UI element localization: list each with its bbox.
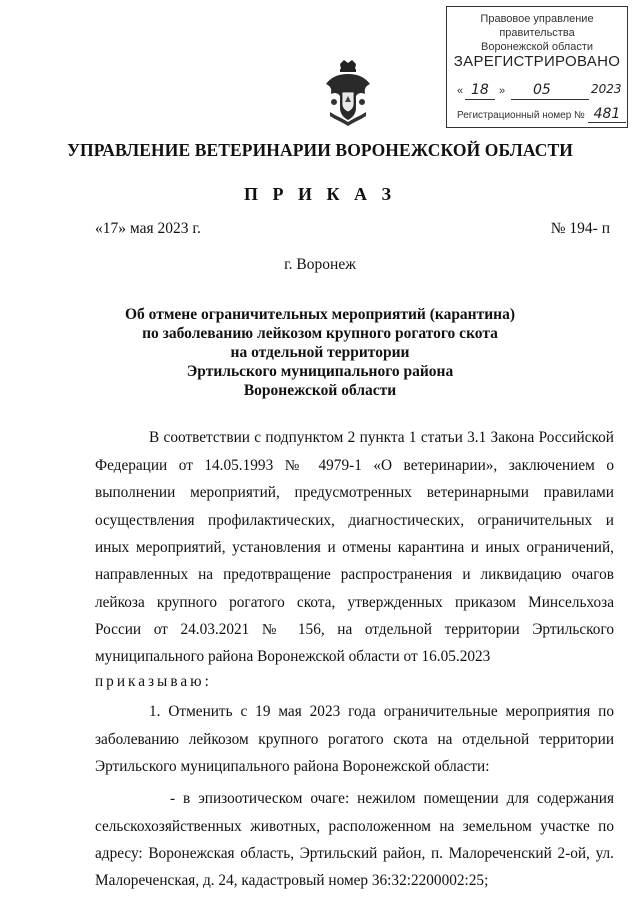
- stamp-date: « 18 » 05 2023: [457, 82, 622, 98]
- subject-line: Эртильского муниципального района: [186, 363, 454, 380]
- registration-stamp: [446, 6, 628, 128]
- preamble-line: направленных на предотвращение распространения и ликвидацию очагов: [95, 566, 614, 583]
- order-subject: [0, 305, 640, 400]
- preamble-line: иных мероприятий, установления и отмены карантина и иных ограничений,: [95, 539, 614, 556]
- stamp-month: 05: [533, 82, 551, 98]
- subitem-line: адресу: Воронежская область, Эртильский район, п. Малореченский 2-ой, ул.: [95, 845, 614, 862]
- item-line: Эртильского муниципального района Воронежской области:: [95, 758, 490, 775]
- preamble-line: В соответствии с подпунктом 2 пункта 1 статьи 3.1 Закона Российской: [149, 429, 614, 446]
- preamble-line: муниципального района Воронежской области от 16.05.2023: [95, 648, 491, 665]
- preamble-line: России от 24.03.2021 № 156, на отдельной территории Эртильского: [95, 621, 614, 638]
- subject-line: Воронежской области: [243, 382, 397, 399]
- stamp-regnum-label: Регистрационный номер №: [457, 110, 585, 121]
- stamp-org-line2: Воронежской области: [480, 41, 593, 53]
- stamp-year: 2023: [591, 82, 622, 96]
- subject-line: на отдельной территории: [230, 344, 410, 361]
- preamble-line: лейкоза крупного рогатого скота, утвержденных приказом Минсельхоза: [95, 594, 614, 611]
- preamble-line: Федерации от 14.05.1993 № 4979-1 «О ветеринарии», заключением о: [95, 457, 614, 474]
- order-word: приказываю:: [95, 673, 212, 690]
- organization-title: УПРАВЛЕНИЕ ВЕТЕРИНАРИИ ВОРОНЕЖСКОЙ ОБЛАСТИ: [67, 140, 573, 160]
- stamp-day: 18: [471, 82, 489, 98]
- city: г. Воронеж: [284, 256, 356, 273]
- subject-line: Об отмене ограничительных мероприятий (карантина): [124, 306, 516, 323]
- item-line: 1. Отменить с 19 мая 2023 года ограничительные мероприятия по: [149, 703, 614, 720]
- stamp-org-line1: Правовое управление правительства: [480, 13, 594, 39]
- stamp-registered-label: ЗАРЕГИСТРИРОВАНО: [453, 53, 621, 70]
- subject-line: по заболеванию лейкозом крупного рогатого скота: [142, 325, 498, 342]
- stamp-organization: [447, 12, 627, 54]
- stamp-regnum-value: 481: [588, 106, 627, 123]
- coat-of-arms-icon: [322, 58, 374, 128]
- subitem-line: сельскохозяйственных животных, расположенном на земельном участке по: [95, 818, 614, 835]
- order-date: «17» мая 2023 г.: [95, 220, 201, 237]
- document-type: П Р И К А З: [243, 184, 397, 204]
- subitem-line: - в эпизоотическом очаге: нежилом помещении для содержания: [170, 790, 614, 807]
- order-number: № 194- п: [550, 220, 610, 237]
- subitem-line: Малореченская, д. 24, кадастровый номер 36:32:2200002:25;: [95, 872, 489, 889]
- stamp-regnum: [457, 106, 623, 122]
- preamble-line: осуществления профилактических, диагностических, ограничительных и: [95, 512, 614, 529]
- item-line: заболеванию лейкозом крупного рогатого скота на отдельной территории: [95, 731, 614, 748]
- preamble-line: выполнении мероприятий, предусмотренных ветеринарными правилами: [95, 484, 614, 501]
